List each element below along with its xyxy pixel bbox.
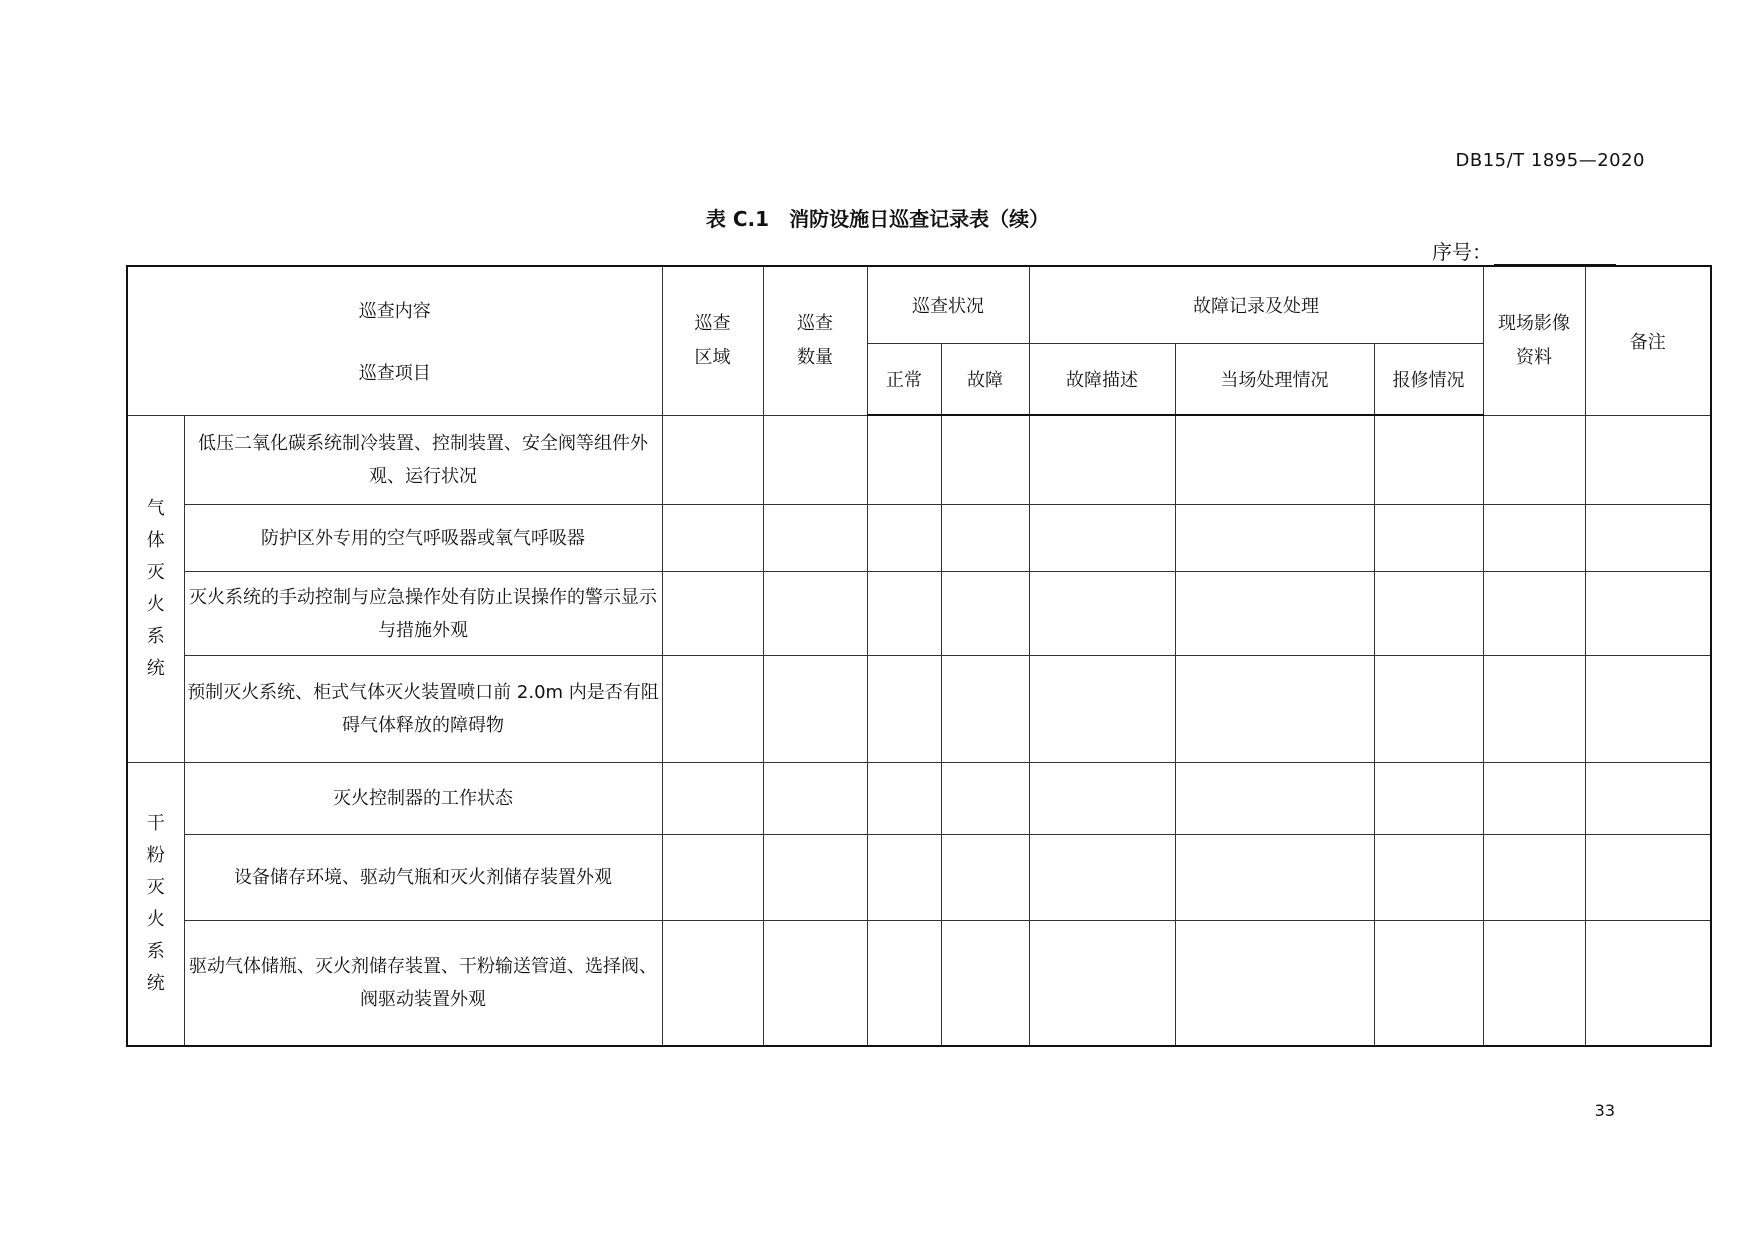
header-onsite: 当场处理情况 [1175, 343, 1374, 415]
cell-remarks[interactable] [1585, 835, 1711, 921]
cell-fault-desc[interactable] [1029, 835, 1175, 921]
cell-remarks[interactable] [1585, 572, 1711, 656]
header-item-label: 巡查项目 [358, 362, 431, 384]
cell-remarks[interactable] [1585, 505, 1711, 572]
cell-fault-desc[interactable] [1029, 572, 1175, 656]
cell-area[interactable] [662, 572, 763, 656]
cell-image[interactable] [1483, 656, 1585, 763]
cell-quantity[interactable] [763, 572, 867, 656]
cell-image[interactable] [1483, 921, 1585, 1046]
cell-remarks[interactable] [1585, 763, 1711, 835]
cell-fault-desc[interactable] [1029, 505, 1175, 572]
cell-fault[interactable] [941, 505, 1029, 572]
cell-onsite[interactable] [1175, 505, 1374, 572]
header-repair: 报修情况 [1374, 343, 1483, 415]
cell-fault[interactable] [941, 835, 1029, 921]
cell-quantity[interactable] [763, 763, 867, 835]
header-status-normal: 正常 [867, 343, 941, 415]
table-row [127, 763, 1711, 835]
cell-quantity[interactable] [763, 656, 867, 763]
cell-normal[interactable] [867, 763, 941, 835]
category-dry-powder-system: 干 粉 灭 火 系 统 [127, 763, 184, 1046]
header-quantity: 巡查 数量 [763, 266, 867, 415]
category-gas-system: 气 体 灭 火 系 统 [127, 415, 184, 763]
cell-area[interactable] [662, 921, 763, 1046]
inspection-record-table [126, 265, 1712, 1047]
cell-area[interactable] [662, 763, 763, 835]
header-remarks: 备注 [1585, 266, 1711, 415]
table-row [127, 572, 1711, 656]
cell-remarks[interactable] [1585, 921, 1711, 1046]
table-row [127, 835, 1711, 921]
cell-fault-desc[interactable] [1029, 656, 1175, 763]
serial-blank-line[interactable] [1494, 242, 1616, 265]
header-status: 巡查状况 [867, 266, 1029, 343]
cell-image[interactable] [1483, 415, 1585, 505]
header-inspection-content [127, 266, 662, 415]
cell-fault-desc[interactable] [1029, 921, 1175, 1046]
cell-quantity[interactable] [763, 505, 867, 572]
page-number: 33 [1594, 1101, 1615, 1120]
cell-quantity[interactable] [763, 921, 867, 1046]
cell-repair[interactable] [1374, 572, 1483, 656]
cell-normal[interactable] [867, 656, 941, 763]
cell-image[interactable] [1483, 835, 1585, 921]
cell-image[interactable] [1483, 505, 1585, 572]
cell-fault-desc[interactable] [1029, 763, 1175, 835]
cell-normal[interactable] [867, 415, 941, 505]
table-row [127, 656, 1711, 763]
cell-fault[interactable] [941, 572, 1029, 656]
header-area: 巡查 区域 [662, 266, 763, 415]
cell-remarks[interactable] [1585, 415, 1711, 505]
cell-area[interactable] [662, 835, 763, 921]
header-fault-group: 故障记录及处理 [1029, 266, 1483, 343]
inspection-item: 低压二氧化碳系统制冷装置、控制装置、安全阀等组件外观、运行状况 [184, 415, 662, 505]
cell-image[interactable] [1483, 572, 1585, 656]
header-fault-desc: 故障描述 [1029, 343, 1175, 415]
cell-onsite[interactable] [1175, 921, 1374, 1046]
inspection-item: 设备储存环境、驱动气瓶和灭火剂储存装置外观 [184, 835, 662, 921]
cell-onsite[interactable] [1175, 572, 1374, 656]
table-row [127, 921, 1711, 1046]
serial-number [1432, 236, 1616, 265]
cell-onsite[interactable] [1175, 656, 1374, 763]
cell-onsite[interactable] [1175, 835, 1374, 921]
cell-repair[interactable] [1374, 505, 1483, 572]
cell-image[interactable] [1483, 763, 1585, 835]
cell-fault-desc[interactable] [1029, 415, 1175, 505]
serial-label: 序号： [1432, 240, 1492, 264]
table-row [127, 505, 1711, 572]
inspection-item: 防护区外专用的空气呼吸器或氧气呼吸器 [184, 505, 662, 572]
inspection-item: 预制灭火系统、柜式气体灭火装置喷口前 2.0m 内是否有阻碍气体释放的障碍物 [184, 656, 662, 763]
cell-fault[interactable] [941, 921, 1029, 1046]
cell-repair[interactable] [1374, 415, 1483, 505]
cell-normal[interactable] [867, 572, 941, 656]
cell-normal[interactable] [867, 835, 941, 921]
cell-area[interactable] [662, 656, 763, 763]
cell-onsite[interactable] [1175, 415, 1374, 505]
cell-fault[interactable] [941, 656, 1029, 763]
header-status-fault: 故障 [941, 343, 1029, 415]
table-row [127, 415, 1711, 505]
header-image: 现场影像 资料 [1483, 266, 1585, 415]
cell-fault[interactable] [941, 763, 1029, 835]
inspection-item: 灭火系统的手动控制与应急操作处有防止误操作的警示显示与措施外观 [184, 572, 662, 656]
cell-repair[interactable] [1374, 763, 1483, 835]
table-title: 表 C.1 消防设施日巡查记录表（续） [705, 207, 1050, 231]
cell-normal[interactable] [867, 505, 941, 572]
cell-fault[interactable] [941, 415, 1029, 505]
standard-code: DB15/T 1895—2020 [1455, 150, 1645, 171]
cell-area[interactable] [662, 415, 763, 505]
cell-onsite[interactable] [1175, 763, 1374, 835]
cell-repair[interactable] [1374, 835, 1483, 921]
header-content-label: 巡查内容 [358, 301, 431, 322]
inspection-item: 驱动气体储瓶、灭火剂储存装置、干粉输送管道、选择阀、阀驱动装置外观 [184, 921, 662, 1046]
cell-quantity[interactable] [763, 835, 867, 921]
cell-repair[interactable] [1374, 656, 1483, 763]
cell-normal[interactable] [867, 921, 941, 1046]
cell-repair[interactable] [1374, 921, 1483, 1046]
cell-remarks[interactable] [1585, 656, 1711, 763]
inspection-item: 灭火控制器的工作状态 [184, 763, 662, 835]
cell-quantity[interactable] [763, 415, 867, 505]
cell-area[interactable] [662, 505, 763, 572]
